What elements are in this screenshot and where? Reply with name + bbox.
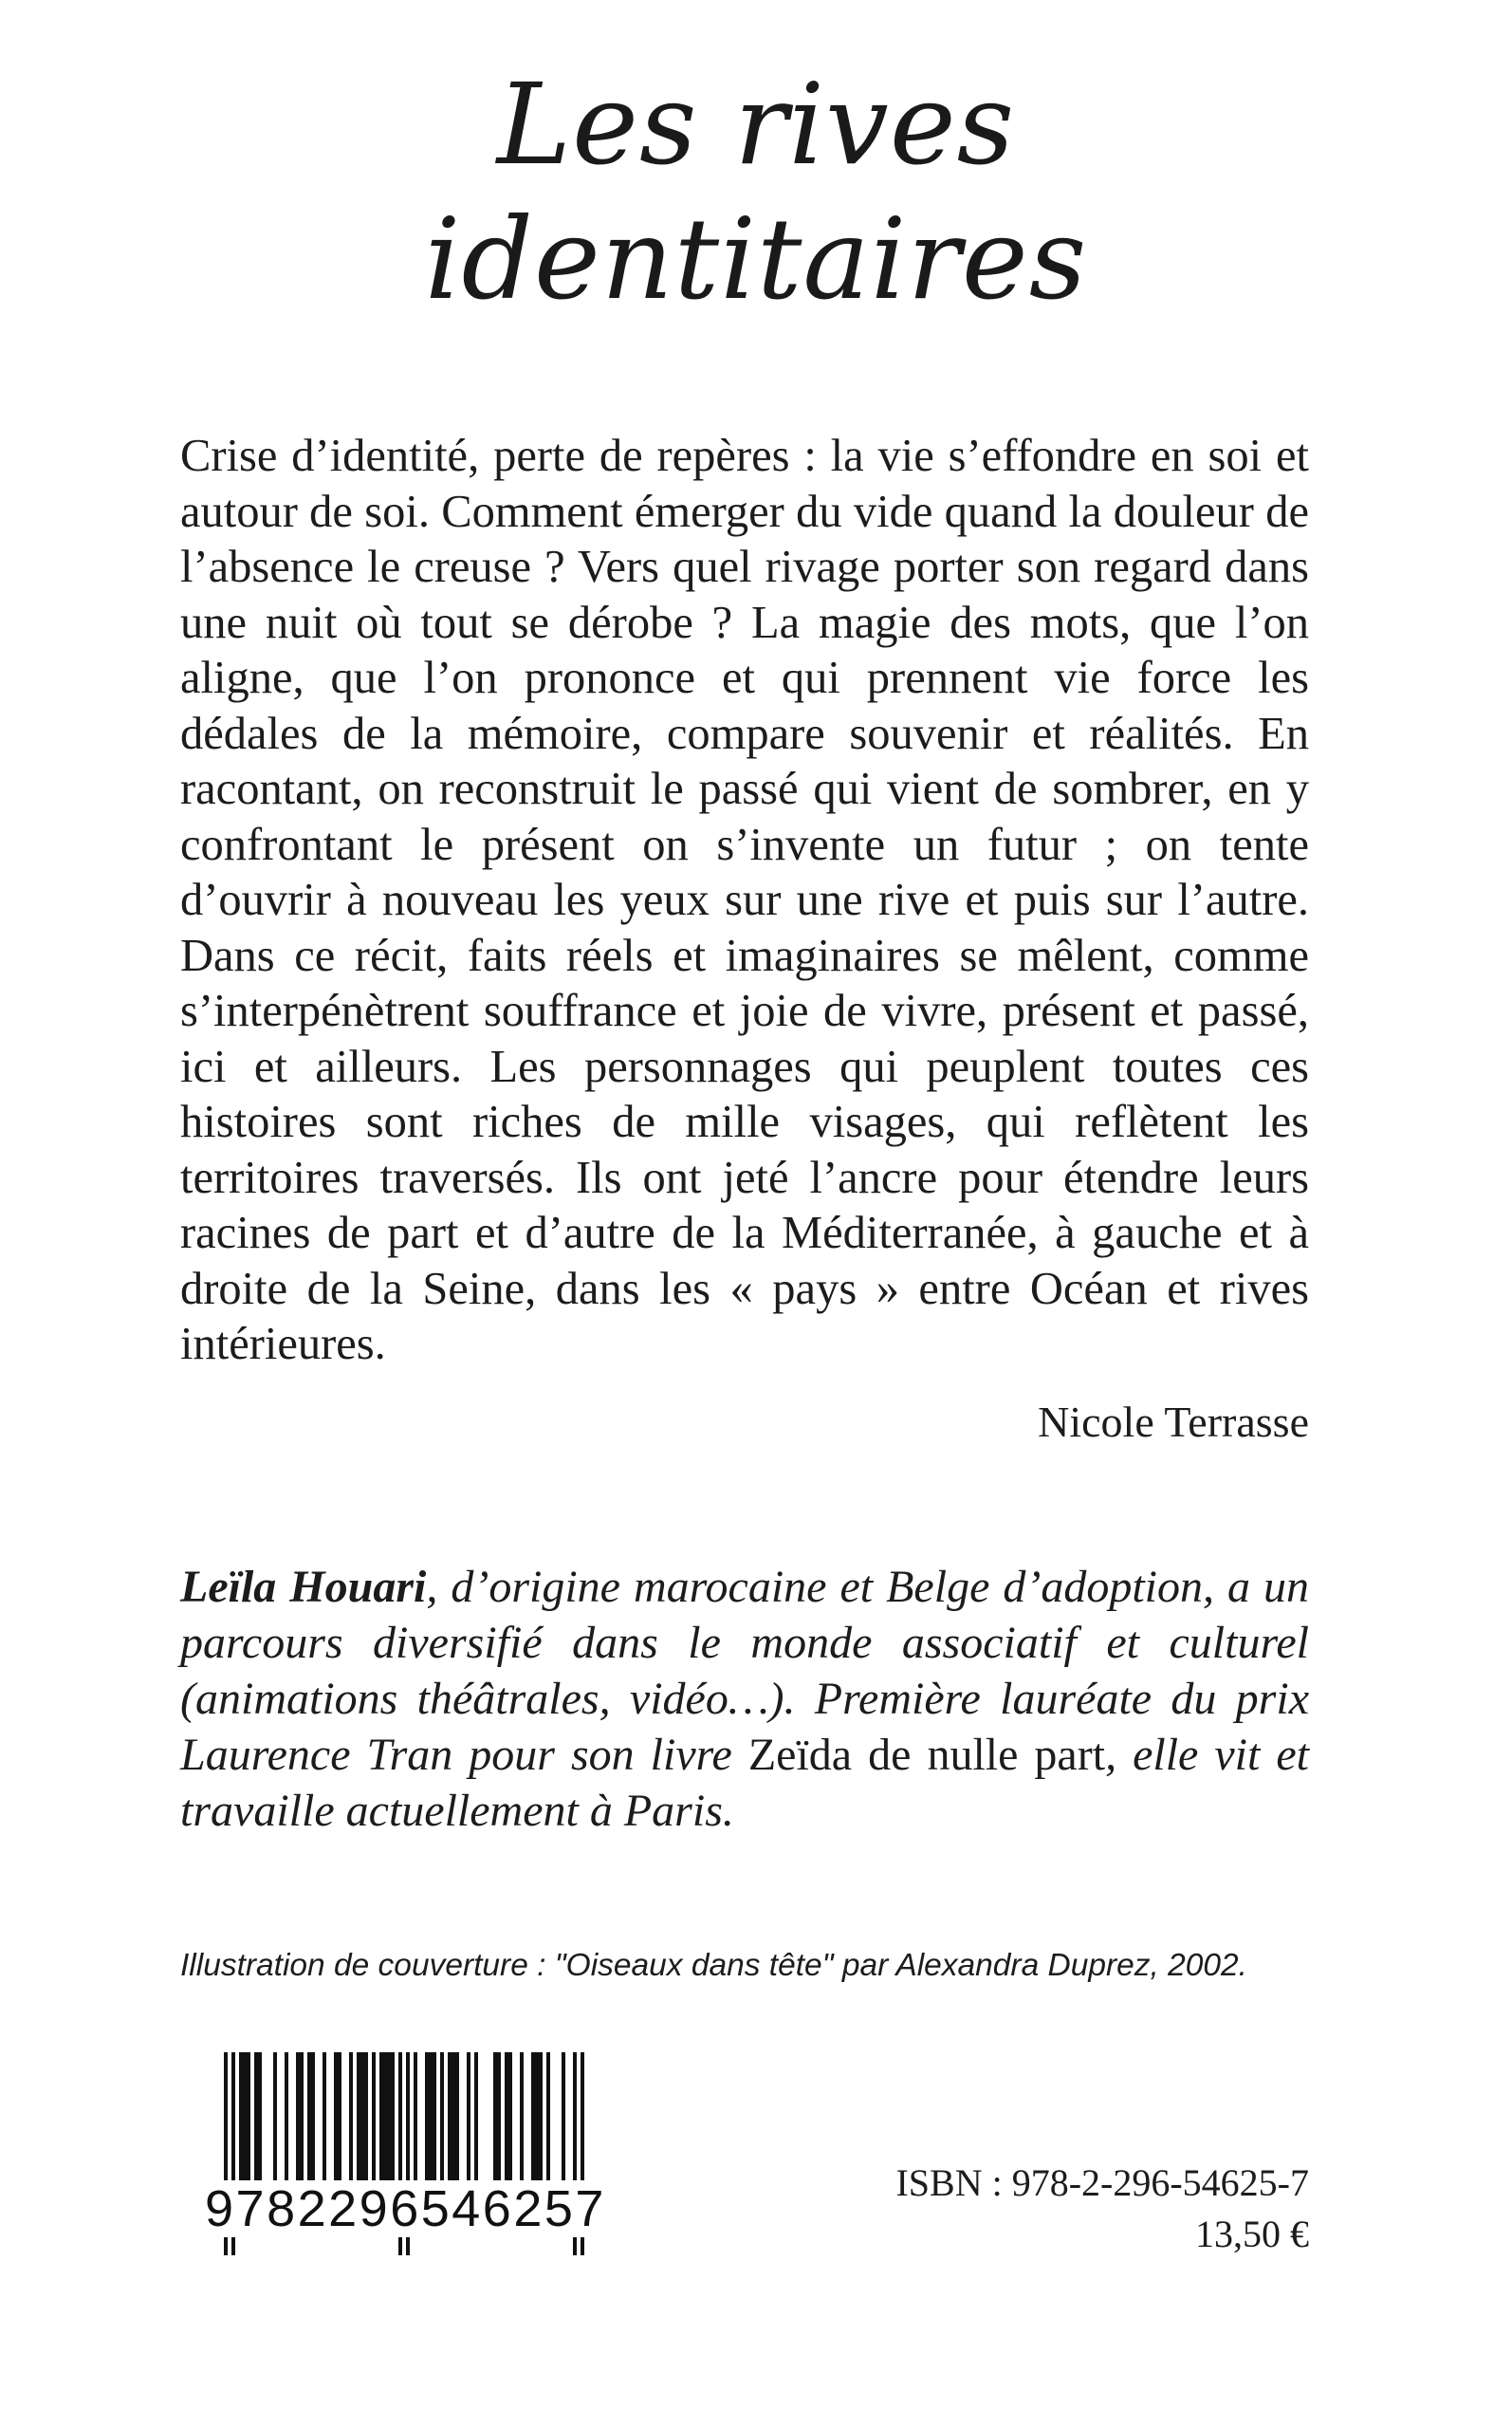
barcode-bar bbox=[243, 2052, 247, 2181]
barcode-bar bbox=[357, 2052, 360, 2181]
barcode-bar bbox=[285, 2052, 288, 2181]
barcode-bar bbox=[349, 2052, 353, 2181]
barcode-bar bbox=[323, 2052, 326, 2181]
cover-illustration-credit: Illustration de couverture : "Oiseaux dans tête" par Alexandra Duprez, 2002. bbox=[180, 1948, 1247, 1983]
barcode-bar bbox=[254, 2052, 258, 2181]
author-bio-part-1: , d’origine marocaine et Belge d’adoption, a un parcours diversifié dans le monde associatif et culturel (animations théâtrales, vidéo…). Première lauréate du prix Laurence Tran pour son livre bbox=[180, 1562, 1309, 1780]
barcode-bar bbox=[414, 2052, 417, 2181]
barcode-bar bbox=[300, 2052, 304, 2181]
barcode-bar bbox=[360, 2052, 364, 2181]
barcode-bar bbox=[455, 2052, 459, 2181]
blurb-signature: Nicole Terrasse bbox=[1038, 1398, 1309, 1446]
blurb-text: Crise d’identité, perte de repères : la vie s’effondre en soi et autour de soi. Comment émerger du vide quand la douleur de l’absence le creuse ? Vers quel rivage porter son regard dans une nuit où tout se dérobe ? La magie des mots, que l’on aligne, que l’on prononce et qui prennent vie force les dédales de la mémoire, compare souvenir et réalités. En racontant, on reconstruit le passé qui vient de sombrer, en y confrontant le présent on s’invente un futur ; on tente d’ouvrir à nouveau les yeux sur une rive et puis sur l’autre. Dans ce récit, faits réels et imaginaires se mêlent, comme s’interpénètrent souffrance et joie de vivre, présent et passé, ici et ailleurs. Les personnages qui peuplent toutes ces histoires sont riches de mille visages, qui reflètent les territoires traversés. Ils ont jeté l’ancre pour étendre leurs racines de part et d’autre de la Méditerranée, à gauche et à droite de la Seine, dans les « pays » entre Océan et rives intérieures. bbox=[180, 431, 1309, 1369]
barcode-bar bbox=[334, 2052, 338, 2181]
isbn: ISBN : 978-2-296-54625-7 bbox=[895, 2161, 1309, 2204]
barcode-bar bbox=[338, 2052, 341, 2181]
barcode-bar bbox=[452, 2052, 455, 2181]
barcode-bar bbox=[493, 2052, 497, 2181]
barcode-bar bbox=[372, 2052, 376, 2181]
barcode-bar bbox=[520, 2052, 524, 2181]
barcode-bar bbox=[497, 2052, 501, 2181]
barcode-bar bbox=[531, 2052, 535, 2181]
barcode-bar bbox=[562, 2052, 565, 2181]
barcode-number: 9782296546257 bbox=[205, 2180, 606, 2237]
barcode-bar bbox=[383, 2052, 387, 2181]
author-bio-part-2: , elle vit et travaille actuellement à Paris. bbox=[180, 1730, 1309, 1836]
barcode-bar bbox=[433, 2052, 436, 2181]
author-bio bbox=[180, 1559, 1309, 1839]
barcode-bar bbox=[440, 2052, 444, 2181]
cited-book-title: Zeïda de nulle part bbox=[747, 1730, 1106, 1780]
barcode-bar bbox=[425, 2052, 429, 2181]
barcode-bar bbox=[474, 2052, 478, 2181]
barcode-bar bbox=[311, 2052, 315, 2181]
book-title bbox=[0, 57, 1512, 326]
barcode-bar bbox=[258, 2052, 262, 2181]
barcode-bar bbox=[273, 2052, 277, 2181]
barcode-bar bbox=[429, 2052, 433, 2181]
barcode-bar bbox=[296, 2052, 300, 2181]
barcode-bar bbox=[307, 2052, 311, 2181]
barcode-bar bbox=[387, 2052, 391, 2181]
barcode-bar bbox=[247, 2052, 250, 2181]
barcode-bar bbox=[508, 2052, 512, 2181]
barcode-bar bbox=[448, 2052, 452, 2181]
barcode-bar bbox=[391, 2052, 395, 2181]
barcode-bar bbox=[467, 2052, 470, 2181]
price: 13,50 € bbox=[1195, 2213, 1309, 2255]
barcode-bar bbox=[364, 2052, 368, 2181]
barcode-bar bbox=[379, 2052, 383, 2181]
book-title-line-2: identitaires bbox=[424, 194, 1088, 324]
book-title-line-1: Les rives bbox=[496, 59, 1016, 190]
barcode-bar bbox=[505, 2052, 508, 2181]
barcode-bar bbox=[535, 2052, 539, 2181]
barcode-bar bbox=[539, 2052, 543, 2181]
back-cover-blurb bbox=[180, 429, 1309, 1373]
barcode-bar bbox=[546, 2052, 550, 2181]
barcode-bar bbox=[239, 2052, 243, 2181]
author-name: Leïla Houari bbox=[180, 1562, 427, 1612]
